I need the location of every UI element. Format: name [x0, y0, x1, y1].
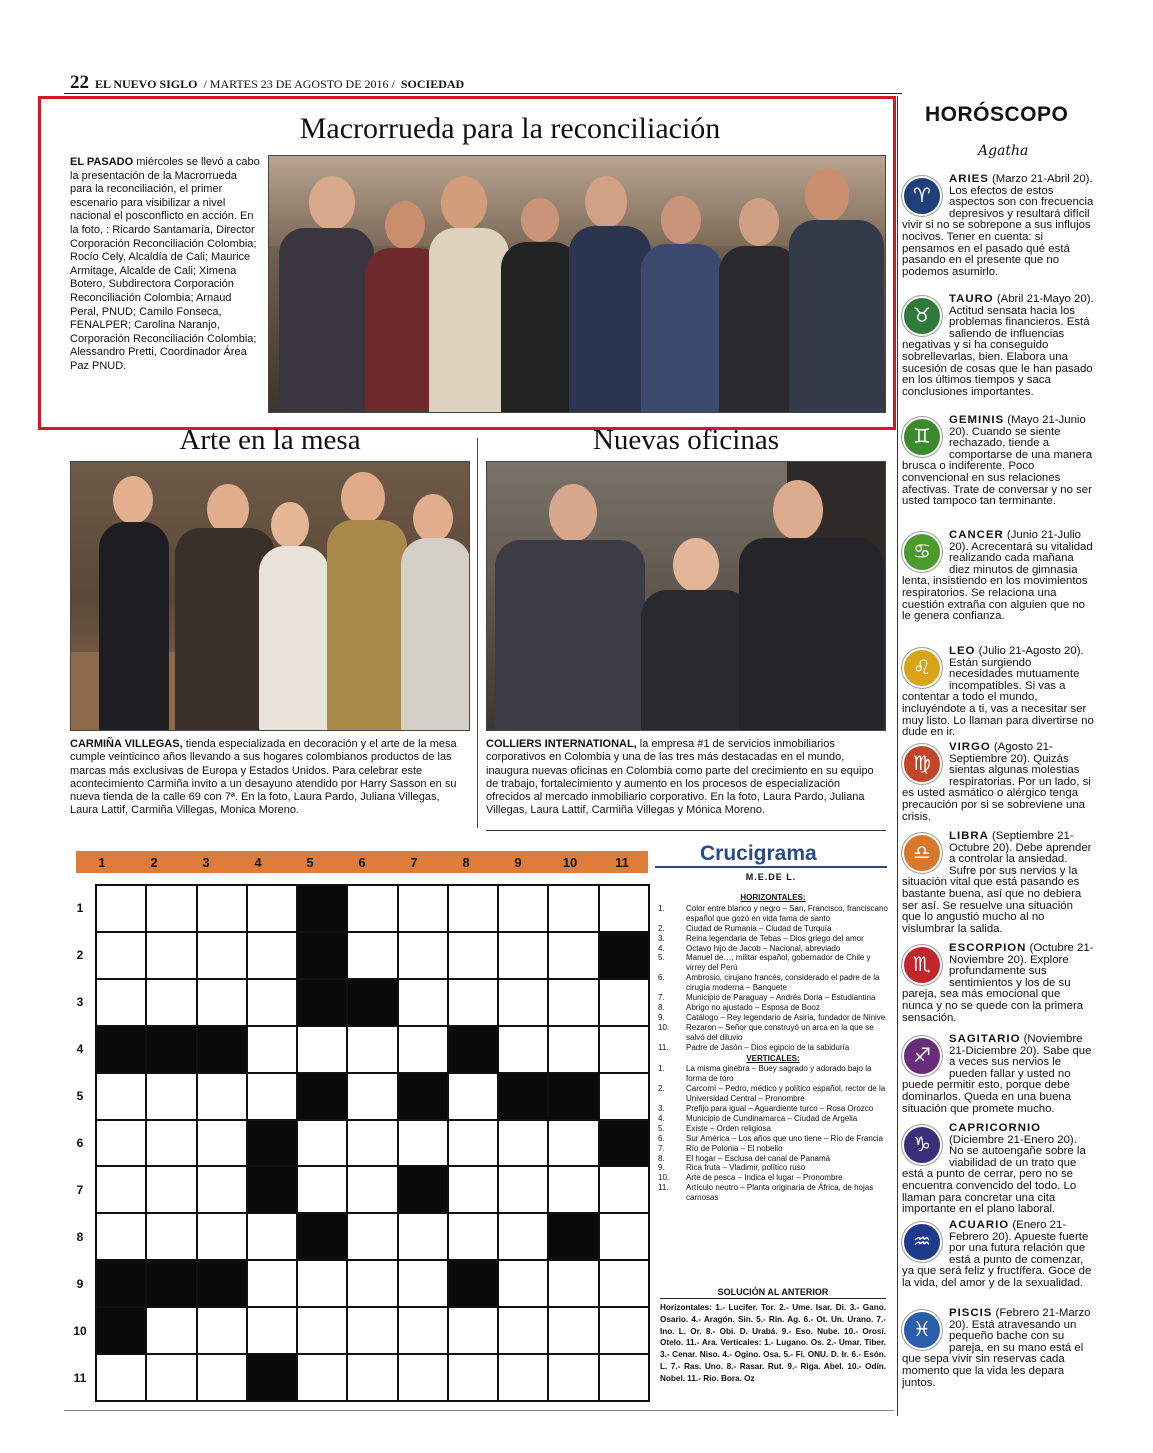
crossword-row-number: 2 [76, 947, 84, 962]
crossword-cell[interactable] [549, 933, 599, 980]
crossword-cell[interactable] [248, 980, 298, 1027]
clue-row [658, 1064, 888, 1084]
crossword-grid [95, 884, 650, 1402]
sign-name: GEMINIS [949, 414, 1005, 426]
crossword-black-cell [198, 1027, 248, 1074]
sign-name: LEO [949, 645, 976, 657]
clue-row [658, 1104, 888, 1114]
crossword-cell[interactable] [198, 1308, 248, 1355]
crossword-column-number: 4 [254, 854, 262, 870]
crossword-black-cell [97, 1308, 147, 1355]
clue-row [658, 924, 888, 934]
sign-geminis [902, 415, 1094, 508]
crossword-column-number: 8 [462, 854, 470, 870]
clue-row [658, 1134, 888, 1144]
crossword-cell[interactable] [499, 1355, 549, 1402]
clue-row [658, 993, 888, 1003]
crossword-black-cell [549, 1074, 599, 1121]
clue-text: Carcomí – Pedro, médico y político español, rector de la Universidad Central – Pronombre [686, 1084, 886, 1104]
crossword-cell[interactable] [348, 1027, 398, 1074]
crossword-cell[interactable] [600, 1261, 650, 1308]
sagittarius-icon: ♐ [902, 1036, 942, 1076]
crossword-cell[interactable] [549, 1167, 599, 1214]
crossword-black-cell [248, 1355, 298, 1402]
crossword-cell[interactable] [399, 1121, 449, 1168]
crossword-row-number: 10 [73, 1324, 87, 1339]
crossword-cell[interactable] [147, 1121, 197, 1168]
sign-cancer [902, 530, 1094, 623]
crossword-cell[interactable] [499, 933, 549, 980]
crossword-row-number: 9 [76, 1277, 84, 1292]
sign-name: ESCORPION [949, 942, 1027, 954]
crossword-black-cell [399, 1167, 449, 1214]
crossword-cell[interactable] [449, 933, 499, 980]
horoscope-title: HORÓSCOPO [925, 103, 1069, 126]
crossword-cell[interactable] [399, 933, 449, 980]
crossword-black-cell [399, 1074, 449, 1121]
sign-text: (Marzo 21-Abril 20). Los efectos de estos aspectos son con frecuencia depresivos y resultará difícil vivir si no se sobrepone a sus influjos nocivos. Tener en cuenta: si pensamos en el pasado qué está pasando en el presente que no podemos asumirlo. [902, 173, 1094, 278]
clue-text: Ambrosio, cirujano francés, considerado el padre de la cirugía moderna – Banquete [686, 973, 880, 993]
crossword-cell[interactable] [198, 1074, 248, 1121]
crossword-row-number: 5 [76, 1088, 84, 1103]
clue-text: Octavo hijo de Jacob – Nacional, abreviado [686, 943, 841, 953]
clue-text: Artículo neutro – Planta originaria de África, de hojas carnosas [686, 1183, 874, 1203]
clue-number: 4. [658, 943, 665, 953]
vertical-clue-list [658, 1064, 888, 1203]
crossword-cell[interactable] [147, 886, 197, 933]
sign-name: SAGITARIO [949, 1033, 1021, 1045]
crossword-cell[interactable] [147, 1308, 197, 1355]
crossword-cell[interactable] [198, 1355, 248, 1402]
sign-name: ARIES [949, 173, 989, 185]
clue-number: 10. [658, 1173, 670, 1183]
crossword-black-cell [248, 1121, 298, 1168]
scorpio-icon: ♏ [902, 945, 942, 985]
crossword-cell[interactable] [600, 886, 650, 933]
crossword-title: Crucigrama [700, 842, 817, 865]
clue-number: 7. [658, 993, 665, 1003]
crossword-cell[interactable] [198, 1167, 248, 1214]
crossword-cell[interactable] [198, 933, 248, 980]
crossword-cell[interactable] [248, 1214, 298, 1261]
crossword-black-cell [147, 1261, 197, 1308]
solution-rule [660, 1298, 886, 1299]
clue-row [658, 1023, 888, 1043]
clue-number: 5. [658, 1123, 665, 1133]
issue-date: / MARTES 23 DE AGOSTO DE 2016 / [203, 77, 395, 91]
crossword-cell[interactable] [248, 1261, 298, 1308]
crossword-row-numbers [70, 884, 90, 1402]
solution-title: SOLUCIÓN AL ANTERIOR [717, 1287, 829, 1297]
macro-caption-text: miércoles se llevó a cabo la presentación de la Macrorrueda para la reconciliación, el primer escenario para visibilizar a nivel nacional el posconflicto en acción. En la foto, : Ricardo Santamaría, Director Corporación Reconciliación Colombia; Rocío Cely, Alcaldía de Cali; Maurice Armitage, Alcalde de Cali; Ximena Botero, Subdirectora Corporación Reconciliación Colombia; Arnaud Peral, PNUD; Camilo Fonseca, FENALPER; Carolina Naranjo, Corporación Reconciliación Colombia; Alessandro Pretti, Coordinador Área Paz PNUD. [70, 156, 260, 372]
page-number: 22 [70, 72, 89, 93]
clue-number: 9. [658, 1163, 665, 1173]
clue-text: Abrigo no ajustado – Esposa de Booz [686, 1002, 820, 1012]
oficinas-caption-lead: COLLIERS INTERNATIONAL, [486, 738, 637, 750]
crossword-cell[interactable] [198, 980, 248, 1027]
solution-text: Horizontales: 1.- Lucifer. Tor. 2.- Ume. Isar. Di. 3.- Gano. Osario. 4.- Aragón. Sin. 5.- Rin. Ag. 6.- Ot. Un. Urano. 7.- Ino. L. Or. 8.- Obi. D. Urabá. 9.- Eso. Nube. 10.- Orosí. Otelo. 11.- Ara. Verticales: 1.- Lugano. Os. 2.- Umar. Tiber. 3.- Cenar. Niso. 4.- Ogino. Osa. 5.- Fi. ONU. D. Ir. 6.- Esón. L. 7.- Ras. Uno. 8.- Rasar. Rut. 9.- Riga. Abel. 10.- Odín. Nobel. 11.- Río. Bora. Oz [660, 1303, 886, 1383]
crossword-cell[interactable] [298, 1121, 348, 1168]
capricorn-icon: ♑ [902, 1125, 942, 1165]
crossword-cell[interactable] [549, 1355, 599, 1402]
clue-text: Municipio de Paraguay – Andrés Doria – Estudiantina [686, 993, 876, 1003]
crossword-cell[interactable] [348, 1167, 398, 1214]
clue-text: Color entre blanco y negro – San, Francisco, franciscano español que gozó en vida fama de santo [686, 903, 888, 923]
crossword-black-cell [600, 933, 650, 980]
sign-name: TAURO [949, 293, 994, 305]
crossword-black-cell [298, 1074, 348, 1121]
sign-name: LIBRA [949, 830, 989, 842]
crossword-black-cell [600, 1121, 650, 1168]
crossword-cell[interactable] [248, 933, 298, 980]
clue-text: Reina legendaria de Tebas – Dios griego del amor [686, 933, 864, 943]
sign-text: (Septiembre 21-Octubre 20). Debe aprender a controlar la ansiedad. Sufre por sus nervios y la situación vital que está pasando es bastante buena, así que no debiera ser así. Se resuelve una situación que lo angustió mucho al no vislumbrar la salida. [902, 830, 1092, 935]
clue-row [658, 1013, 888, 1023]
footer-rule [64, 1410, 894, 1411]
macro-group-photo [268, 155, 886, 413]
sign-name: ACUARIO [949, 1219, 1010, 1231]
crossword-cell[interactable] [499, 1214, 549, 1261]
crossword-cell[interactable] [399, 1261, 449, 1308]
crossword-column-number: 7 [410, 854, 418, 870]
clue-number: 10. [658, 1022, 670, 1032]
crossword-column-number: 1 [98, 854, 106, 870]
oficinas-group-photo [486, 461, 886, 731]
arte-title: Arte en la mesa [179, 424, 361, 456]
crossword-black-cell [549, 1214, 599, 1261]
publication-name: EL NUEVO SIGLO [95, 77, 198, 91]
clue-row [658, 1183, 888, 1203]
crossword-cell[interactable] [600, 980, 650, 1027]
crossword-cell[interactable] [499, 886, 549, 933]
crossword-black-cell [298, 1214, 348, 1261]
crossword-cell[interactable] [298, 1261, 348, 1308]
page-header [70, 72, 900, 92]
crossword-black-cell [348, 980, 398, 1027]
clue-row [658, 944, 888, 954]
crossword-row-number: 7 [76, 1183, 84, 1198]
sign-piscis [902, 1308, 1094, 1389]
clue-number: 11. [658, 1183, 669, 1193]
sign-text: (Abril 21-Mayo 20). Actitud sensata hacia los problemas financieros. Está saliendo de influencias negativas y si ha conseguido sobrellevarlas, bien. Elabora una sucesión de cosas que le han pasado en los últimos tiempos y saca conclusiones importantes. [902, 293, 1094, 398]
crossword-cell[interactable] [499, 1167, 549, 1214]
crossword-row-number: 4 [76, 1041, 84, 1056]
aries-icon: ♈ [902, 176, 942, 216]
sign-text: (Junio 21-Julio 20). Acrecentará su vitalidad realizando cada mañana diez minutos de gimnasia lenta, insistiendo en los movimientos respiratorios. Se relaciona una cuestión extraña con alguien que no le genera confianza. [902, 529, 1093, 623]
clue-row [658, 934, 888, 944]
arte-caption [70, 738, 470, 818]
crossword-cell[interactable] [499, 1261, 549, 1308]
sign-text: (Agosto 21-Septiembre 20). Quizás sientas algunas molestias respiratorias. Por un lado, si es usted asmático o alérgico tenga precaución por si se sobreviene una crisis. [902, 741, 1091, 823]
clue-text: Río de Polonia – El nobelio [686, 1143, 783, 1153]
crossword-cell[interactable] [348, 1355, 398, 1402]
sign-sagitario [902, 1034, 1094, 1115]
crossword-author: M.E.DE L. [745, 872, 797, 882]
crossword-cell[interactable] [348, 886, 398, 933]
clue-number: 6. [658, 973, 665, 983]
leo-icon: ♌ [902, 648, 942, 688]
crossword-cell[interactable] [549, 1027, 599, 1074]
pisces-icon: ♓ [902, 1310, 942, 1350]
crossword-cell[interactable] [97, 886, 147, 933]
sign-escorpion [902, 943, 1094, 1024]
sign-name: CANCER [949, 529, 1004, 541]
clue-row [658, 1163, 888, 1173]
virgo-icon: ♍ [902, 744, 942, 784]
crossword-cell[interactable] [499, 1027, 549, 1074]
clue-row [658, 1043, 888, 1053]
clue-number: 2. [658, 1084, 665, 1094]
clue-row [658, 1144, 888, 1154]
clue-number: 3. [658, 1104, 665, 1114]
crossword-cell[interactable] [549, 980, 599, 1027]
crossword-cell[interactable] [549, 1261, 599, 1308]
crossword-cell[interactable] [97, 1214, 147, 1261]
crossword-black-cell [248, 1167, 298, 1214]
crossword-cell[interactable] [499, 980, 549, 1027]
crossword-cell[interactable] [449, 980, 499, 1027]
clue-text: Municipio de Cundinamarca – Ciudad de Argelia [686, 1113, 858, 1123]
sign-acuario [902, 1220, 1094, 1290]
crossword-row-number: 1 [76, 900, 84, 915]
crossword-cell[interactable] [449, 1214, 499, 1261]
crossword-black-cell [298, 886, 348, 933]
crossword-column-number: 6 [358, 854, 366, 870]
crossword-cell[interactable] [348, 1074, 398, 1121]
crossword-cell[interactable] [147, 1214, 197, 1261]
crossword-cell[interactable] [97, 1074, 147, 1121]
oficinas-caption-text: la empresa #1 de servicios inmobiliarios corporativos en Colombia y una de las tres más destacadas en el mundo, inaugura nuevas oficinas en Colombia como parte del crecimiento en su equipo de trabajo, fortalecimiento y aumento en los procesos de especialización ofrecidos al mercado inmobiliario corporativo. En la foto, Laura Pardo, Juliana Villegas, Laura Lattif, Carmiña Villegas y Mónica Moreno. [486, 738, 874, 817]
crossword-cell[interactable] [348, 933, 398, 980]
crossword-cell[interactable] [147, 933, 197, 980]
crossword-cell[interactable] [399, 1308, 449, 1355]
sign-text: (Noviembre 21-Diciembre 20). Sabe que a veces sus nervios le pueden fallar y usted no puede permitir esto, porque debe dominarlos. Queda en una buena situación que promete mucho. [902, 1033, 1092, 1115]
crossword-column-number: 11 [615, 854, 629, 870]
clue-number: 1. [658, 1064, 665, 1074]
oficinas-caption [486, 738, 886, 818]
crossword-column-numbers [76, 851, 648, 873]
crossword-black-cell [298, 933, 348, 980]
crossword-cell[interactable] [449, 1355, 499, 1402]
crossword-cell[interactable] [399, 980, 449, 1027]
column-divider [477, 438, 478, 828]
crossword-clues [658, 892, 888, 1203]
crossword-cell[interactable] [399, 1214, 449, 1261]
clue-row [658, 1084, 888, 1104]
crossword-cell[interactable] [449, 886, 499, 933]
clue-row [658, 1003, 888, 1013]
crossword-cell[interactable] [549, 1308, 599, 1355]
crossword-cell[interactable] [600, 1355, 650, 1402]
sign-capricornio [902, 1123, 1094, 1216]
clue-text: Catálogo – Rey legendario de Asiria, fundador de Ninive [686, 1012, 886, 1022]
crossword-black-cell [499, 1074, 549, 1121]
crossword-column-number: 3 [202, 854, 210, 870]
sign-tauro [902, 294, 1094, 398]
crossword-cell[interactable] [348, 1121, 398, 1168]
clue-number: 5. [658, 953, 665, 963]
sign-text: (Mayo 21-Junio 20). Cuando se siente rechazado, tiende a comportarse de una manera brusca o indiferente. Poco convencional en sus relaciones afectivas. Trate de conversar y no ser usted tampoco tan terminante. [902, 414, 1093, 508]
oficinas-title: Nuevas oficinas [592, 424, 780, 456]
clue-number: 6. [658, 1133, 665, 1143]
crossword-cell[interactable] [97, 980, 147, 1027]
crossword-column-number: 2 [150, 854, 158, 870]
clue-number: 2. [658, 923, 665, 933]
crossword-row-number: 3 [76, 994, 84, 1009]
cancer-icon: ♋ [902, 532, 942, 572]
clue-number: 1. [658, 903, 665, 913]
clue-text: El hogar – Esclusa del canal de Panamá [686, 1153, 831, 1163]
crossword-title-rule [655, 866, 887, 868]
sign-aries [902, 174, 1094, 278]
crossword-black-cell [198, 1261, 248, 1308]
clue-number: 8. [658, 1002, 665, 1012]
horoscope-divider [897, 96, 898, 1416]
crossword-black-cell [97, 1261, 147, 1308]
clue-row [658, 1124, 888, 1134]
gemini-icon: ♊ [902, 417, 942, 457]
crossword-cell[interactable] [499, 1308, 549, 1355]
libra-icon: ♎ [902, 833, 942, 873]
crossword-cell[interactable] [298, 1355, 348, 1402]
clue-text: Arte de pesca – Indica el lugar – Pronombre [686, 1173, 843, 1183]
macro-article-caption [70, 156, 260, 374]
clue-text: Prefijo para igual – Aguardiente turco – Rosa Orozco [686, 1104, 874, 1114]
arte-group-photo [70, 461, 470, 731]
crossword-row-number: 6 [76, 1135, 84, 1150]
clue-number: 4. [658, 1113, 665, 1123]
crossword-cell[interactable] [198, 1214, 248, 1261]
clue-row [658, 973, 888, 993]
crossword-cell[interactable] [248, 1308, 298, 1355]
crossword-cell[interactable] [549, 886, 599, 933]
sign-libra [902, 831, 1094, 935]
clue-number: 9. [658, 1012, 665, 1022]
clue-number: 7. [658, 1143, 665, 1153]
section-name: SOCIEDAD [400, 77, 465, 91]
taurus-icon: ♉ [902, 296, 942, 336]
sign-text: (Febrero 21-Marzo 20). Está atravesando un pequeño bache con su pareja, en su mano está el que sepa vivir sin reservas cada momento que la vida les depara juntos. [902, 1307, 1091, 1389]
crossword-cell[interactable] [298, 1027, 348, 1074]
vertical-heading: VERTICALES: [746, 1053, 800, 1063]
clue-text: Existe – Orden religiosa [686, 1123, 771, 1133]
clue-number: 3. [658, 933, 665, 943]
crossword-cell[interactable] [449, 1167, 499, 1214]
arte-caption-lead: CARMIÑA VILLEGAS, [70, 738, 183, 750]
crossword-cell[interactable] [147, 1074, 197, 1121]
clue-row [658, 1114, 888, 1124]
sign-name: VIRGO [949, 741, 991, 753]
crossword-cell[interactable] [147, 980, 197, 1027]
crossword-column-number: 9 [514, 854, 522, 870]
sign-text: (Julio 21-Agosto 20). Están surgiendo necesidades mutuamente incompatibles. Si vas a contentar a todo el mundo, incluyéndote a ti, vas a necesitar ser muy listo. Lo llaman para divertirse no dude en ir. [902, 645, 1094, 739]
crossword-cell[interactable] [97, 933, 147, 980]
clue-text: Padre de Jasón – Dios egipcio de la sabiduría [686, 1042, 850, 1052]
horizontal-heading: HORIZONTALES: [740, 893, 806, 902]
clue-row [658, 953, 888, 973]
clue-text: Manuel de…, militar español, gobernador de Chile y virrey del Perú [686, 953, 871, 973]
sign-name: PISCIS [949, 1307, 993, 1319]
crossword-cell[interactable] [97, 1167, 147, 1214]
crossword-black-cell [97, 1027, 147, 1074]
arte-caption-text: tienda especializada en decoración y el arte de la mesa cumple veinticinco años llevando a sus hogares colombianos productos de las marcas más exclusivas de Europa y Estados Unidos. Para celebrar este acontecimiento Carmiña invito a un desayuno atendido por Harry Sasson en su nueva tienda de la calle 69 con 7ª. En la foto, Laura Pardo, Juliana Villegas, Laura Lattif, Carmiña Villegas, Monica Moreno. [70, 738, 457, 817]
sign-leo [902, 646, 1094, 739]
clue-row [658, 1173, 888, 1183]
aquarius-icon: ♒ [902, 1222, 942, 1262]
crossword-black-cell [298, 980, 348, 1027]
horizontal-clue-list [658, 904, 888, 1053]
sign-virgo [902, 742, 1094, 823]
crossword-column-number: 5 [306, 854, 314, 870]
crossword-row-number: 8 [76, 1230, 84, 1245]
sign-text: (Octubre 21-Noviembre 20). Explore profundamente sus sentimientos y los de su pareja, sea más emocional que nunca y no se quede con la primera sensación. [902, 942, 1094, 1024]
clue-text: Sur América – Los años que uno tiene – Río de Francia [686, 1133, 884, 1143]
crossword-cell[interactable] [449, 1308, 499, 1355]
crossword-cell[interactable] [97, 1121, 147, 1168]
crossword-cell[interactable] [348, 1214, 398, 1261]
crossword-column-number: 10 [562, 854, 578, 870]
crossword-cell[interactable] [549, 1121, 599, 1168]
clue-row [658, 904, 888, 924]
crossword-black-cell [449, 1027, 499, 1074]
macro-caption-lead: EL PASADO [70, 156, 134, 168]
crossword-cell[interactable] [399, 1027, 449, 1074]
crossword-cell[interactable] [399, 886, 449, 933]
crossword-cell[interactable] [600, 1027, 650, 1074]
crossword-cell[interactable] [198, 886, 248, 933]
clue-text: Rezaron – Señor que construyó un arca en la que se salvó del diluvio [686, 1022, 874, 1042]
clue-number: 8. [658, 1153, 665, 1163]
crossword-cell[interactable] [449, 1074, 499, 1121]
crossword-cell[interactable] [499, 1121, 549, 1168]
clue-text: La misma ginebra – Buey sagrado y adorado bajo la forma de toro [686, 1064, 872, 1084]
section-rule [486, 830, 886, 831]
crossword-cell[interactable] [147, 1355, 197, 1402]
crossword-cell[interactable] [248, 886, 298, 933]
crossword-cell[interactable] [248, 1074, 298, 1121]
crossword-black-cell [449, 1261, 499, 1308]
sign-text: (Enero 21-Febrero 20). Apueste fuerte por una futura relación que está a punto de comenzar, ya que será feliz y fructífera. Goce de la vida, del amor y de la sexualidad. [902, 1219, 1092, 1289]
crossword-cell[interactable] [600, 1074, 650, 1121]
crossword-cell[interactable] [198, 1121, 248, 1168]
clue-text: Rica fruta – Vladimir, político ruso [686, 1163, 806, 1173]
sign-name: CAPRICORNIO [949, 1122, 1042, 1134]
horoscope-author: Agatha [978, 143, 1029, 159]
crossword-cell[interactable] [348, 1261, 398, 1308]
clue-row [658, 1154, 888, 1164]
crossword-cell[interactable] [399, 1355, 449, 1402]
crossword-cell[interactable] [600, 1167, 650, 1214]
clue-number: 11. [658, 1042, 669, 1052]
crossword-cell[interactable] [298, 1308, 348, 1355]
crossword-row-number: 11 [73, 1371, 87, 1386]
crossword-cell[interactable] [147, 1167, 197, 1214]
macro-article-title: Macrorrueda para la reconciliación [299, 112, 721, 145]
sign-text: (Diciembre 21-Enero 20). No se autoengañe sobre la viabilidad de un trato que está a punto de cerrar, pero no se encuentra convencido del todo. Lo llaman para concretar una cita importante en el plano laboral. [902, 1133, 1086, 1216]
crossword-cell[interactable] [348, 1308, 398, 1355]
header-rule [64, 93, 902, 94]
crossword-cell[interactable] [298, 1167, 348, 1214]
crossword-cell[interactable] [97, 1355, 147, 1402]
crossword-black-cell [147, 1027, 197, 1074]
clue-text: Ciudad de Rumania – Ciudad de Turquía [686, 923, 832, 933]
crossword-cell[interactable] [600, 1308, 650, 1355]
crossword-cell[interactable] [248, 1027, 298, 1074]
crossword-cell[interactable] [600, 1214, 650, 1261]
crossword-cell[interactable] [449, 1121, 499, 1168]
